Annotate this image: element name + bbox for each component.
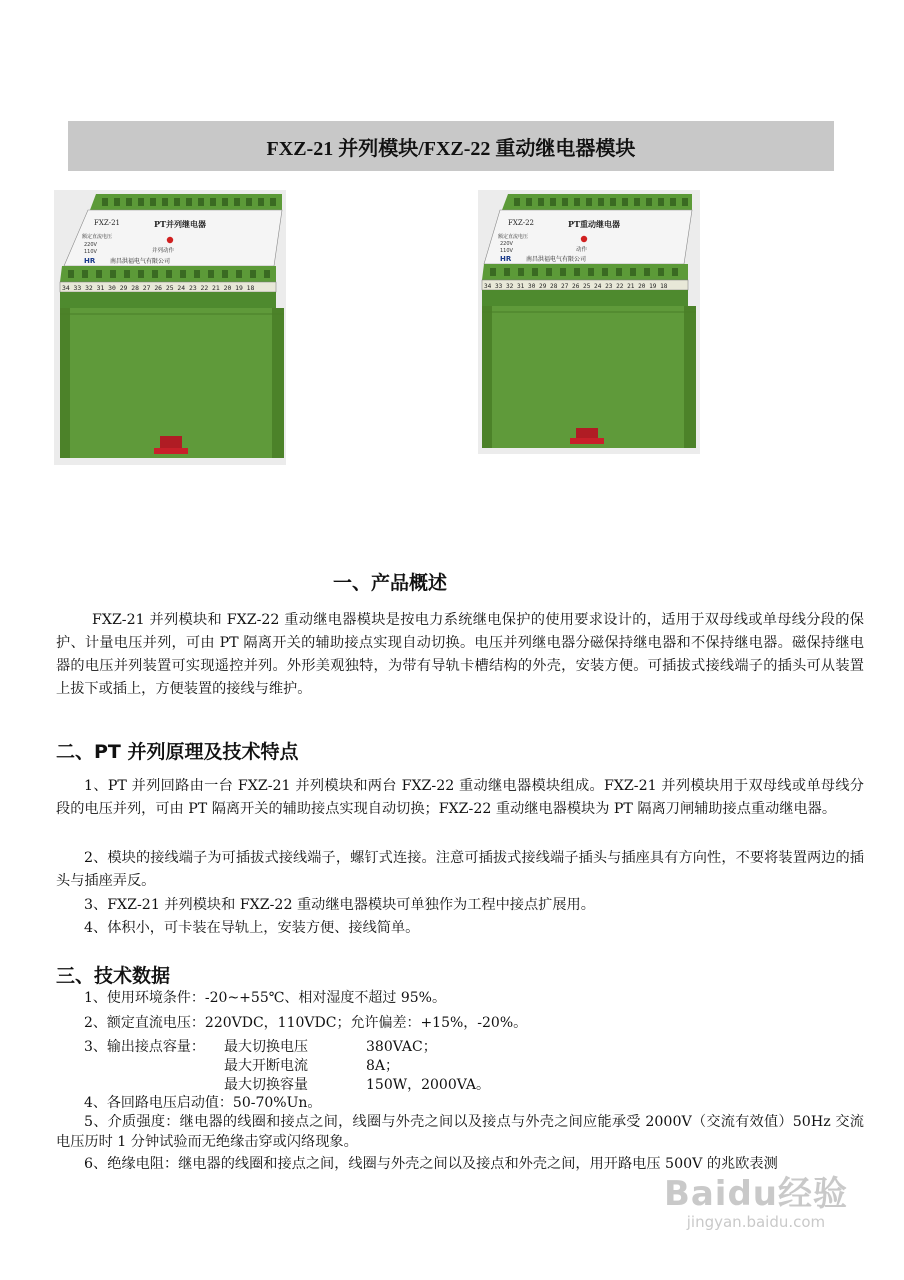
fxz21-model-label: FXZ-21: [94, 219, 120, 227]
fxz21-indicator-led: [167, 237, 173, 243]
section2-heading: 二、PT 并列原理及技术特点: [56, 741, 299, 763]
fxz22-name-label: PT重动继电器: [568, 219, 620, 229]
fxz21-module-illustration: [54, 190, 286, 465]
section2-item-3: 3、FXZ-21 并列模块和 FXZ-22 重动继电器模块可单独作为工程中接点扩展用。: [84, 897, 595, 913]
fxz21-logo: HR: [84, 257, 96, 265]
fxz22-model-label: FXZ-22: [508, 219, 534, 227]
fxz22-indicator-led: [581, 236, 587, 242]
fxz21-indicator-label: 并列动作: [152, 248, 175, 254]
contact-name-1: 最大切换电压: [224, 1039, 308, 1055]
section3-item-1: 1、使用环境条件：-20~+55℃、相对湿度不超过 95%。: [84, 990, 446, 1006]
contact-value-2: 8A；: [366, 1058, 400, 1074]
fxz22-terminal-numbers: 34 33 32 31 30 29 28 27 26 25 24 23 22 21 20 19 18: [484, 283, 668, 290]
fxz22-module-illustration: [478, 190, 700, 454]
section1-body: FXZ-21 并列模块和 FXZ-22 重动继电器模块是按电力系统继电保护的使用要求设计的，适用于双母线或单母线分段的保护、计量电压并列，可由 PT 隔离开关的辅助接点实现自动切换。电压并列继电器分磁保持继电器和不保持继电器。磁保持继电器的电压并列装置可实现遥控并列。外形美观独特，为带有导轨卡槽结构的外壳，安装方便。可插拔式接线端子的插头可从装置上拔下或插上，方便装置的接线与维护。: [56, 612, 864, 697]
fxz21-name-label: PT并列继电器: [154, 219, 206, 229]
watermark-url: jingyan.baidu.com: [686, 1213, 826, 1231]
fxz22-rated-voltage-label: 额定直流电压: [498, 234, 529, 240]
fxz21-terminal-numbers: 34 33 32 31 30 29 28 27 26 25 24 23 22 21 20 19 18: [62, 284, 255, 292]
section3-item-6: 6、绝缘电阻：继电器的线圈和接点之间，线圈与外壳之间以及接点和外壳之间，用开路电压 500V 的兆欧表测: [84, 1156, 778, 1172]
contact-value-3: 150W，2000VA。: [366, 1077, 491, 1093]
section3-item-2: 2、额定直流电压：220VDC，110VDC；允许偏差：+15%，-20%。: [84, 1015, 528, 1031]
section3-heading: 三、技术数据: [56, 965, 171, 987]
fxz22-indicator-label: 动作: [576, 247, 588, 253]
fxz22-voltage-option-2: 110V: [500, 248, 513, 254]
fxz21-voltage-option-1: 220V: [84, 242, 97, 248]
contact-name-3: 最大切换容量: [224, 1077, 308, 1093]
baidu-watermark: [664, 1166, 848, 1231]
fxz21-maker: 南昌洪福电气有限公司: [110, 258, 171, 265]
section1-heading: 一、产品概述: [332, 572, 447, 594]
page-title-bar: [68, 121, 834, 171]
section3-item-3-label: 3、输出接点容量：: [84, 1039, 205, 1055]
fxz21-voltage-option-2: 110V: [84, 249, 97, 255]
contact-value-1: 380VAC；: [366, 1039, 437, 1055]
fxz22-logo: HR: [500, 255, 512, 263]
section2-item-1: 1、PT 并列回路由一台 FXZ-21 并列模块和两台 FXZ-22 重动继电器模块组成。FXZ-21 并列模块用于双母线或单母线分段的电压并列，可由 PT 隔离开关的辅助接点实现自动切换；FXZ-22 重动继电器模块为 PT 隔离刀闸辅助接点重动继电器。: [56, 778, 864, 817]
watermark-logo: Baidu经验: [663, 1174, 848, 1214]
section2-item-2: 2、模块的接线端子为可插拔式接线端子，螺钉式连接。注意可插拔式接线端子插头与插座具有方向性，不要将装置两边的插头与插座弄反。: [56, 850, 864, 889]
contact-name-2: 最大开断电流: [224, 1058, 308, 1074]
fxz22-voltage-option-1: 220V: [500, 241, 513, 247]
fxz21-rated-voltage-label: 额定直流电压: [82, 234, 113, 240]
section3-item-5: 5、介质强度：继电器的线圈和接点之间，线圈与外壳之间以及接点与外壳之间应能承受 2000V（交流有效值）50Hz 交流电压历时 1 分钟试验而无绝缘击穿或闪络现象。: [56, 1114, 864, 1150]
page-title: FXZ-21 并列模块/FXZ-22 重动继电器模块: [266, 137, 636, 160]
section2-item-4: 4、体积小，可卡装在导轨上，安装方便、接线简单。: [84, 920, 420, 936]
fxz21-module-photo: [54, 190, 286, 465]
section3-item-4: 4、各回路电压启动值：50-70%Un。: [84, 1095, 322, 1111]
fxz22-module-photo: [478, 190, 700, 454]
fxz22-maker: 南昌洪福电气有限公司: [526, 256, 587, 263]
